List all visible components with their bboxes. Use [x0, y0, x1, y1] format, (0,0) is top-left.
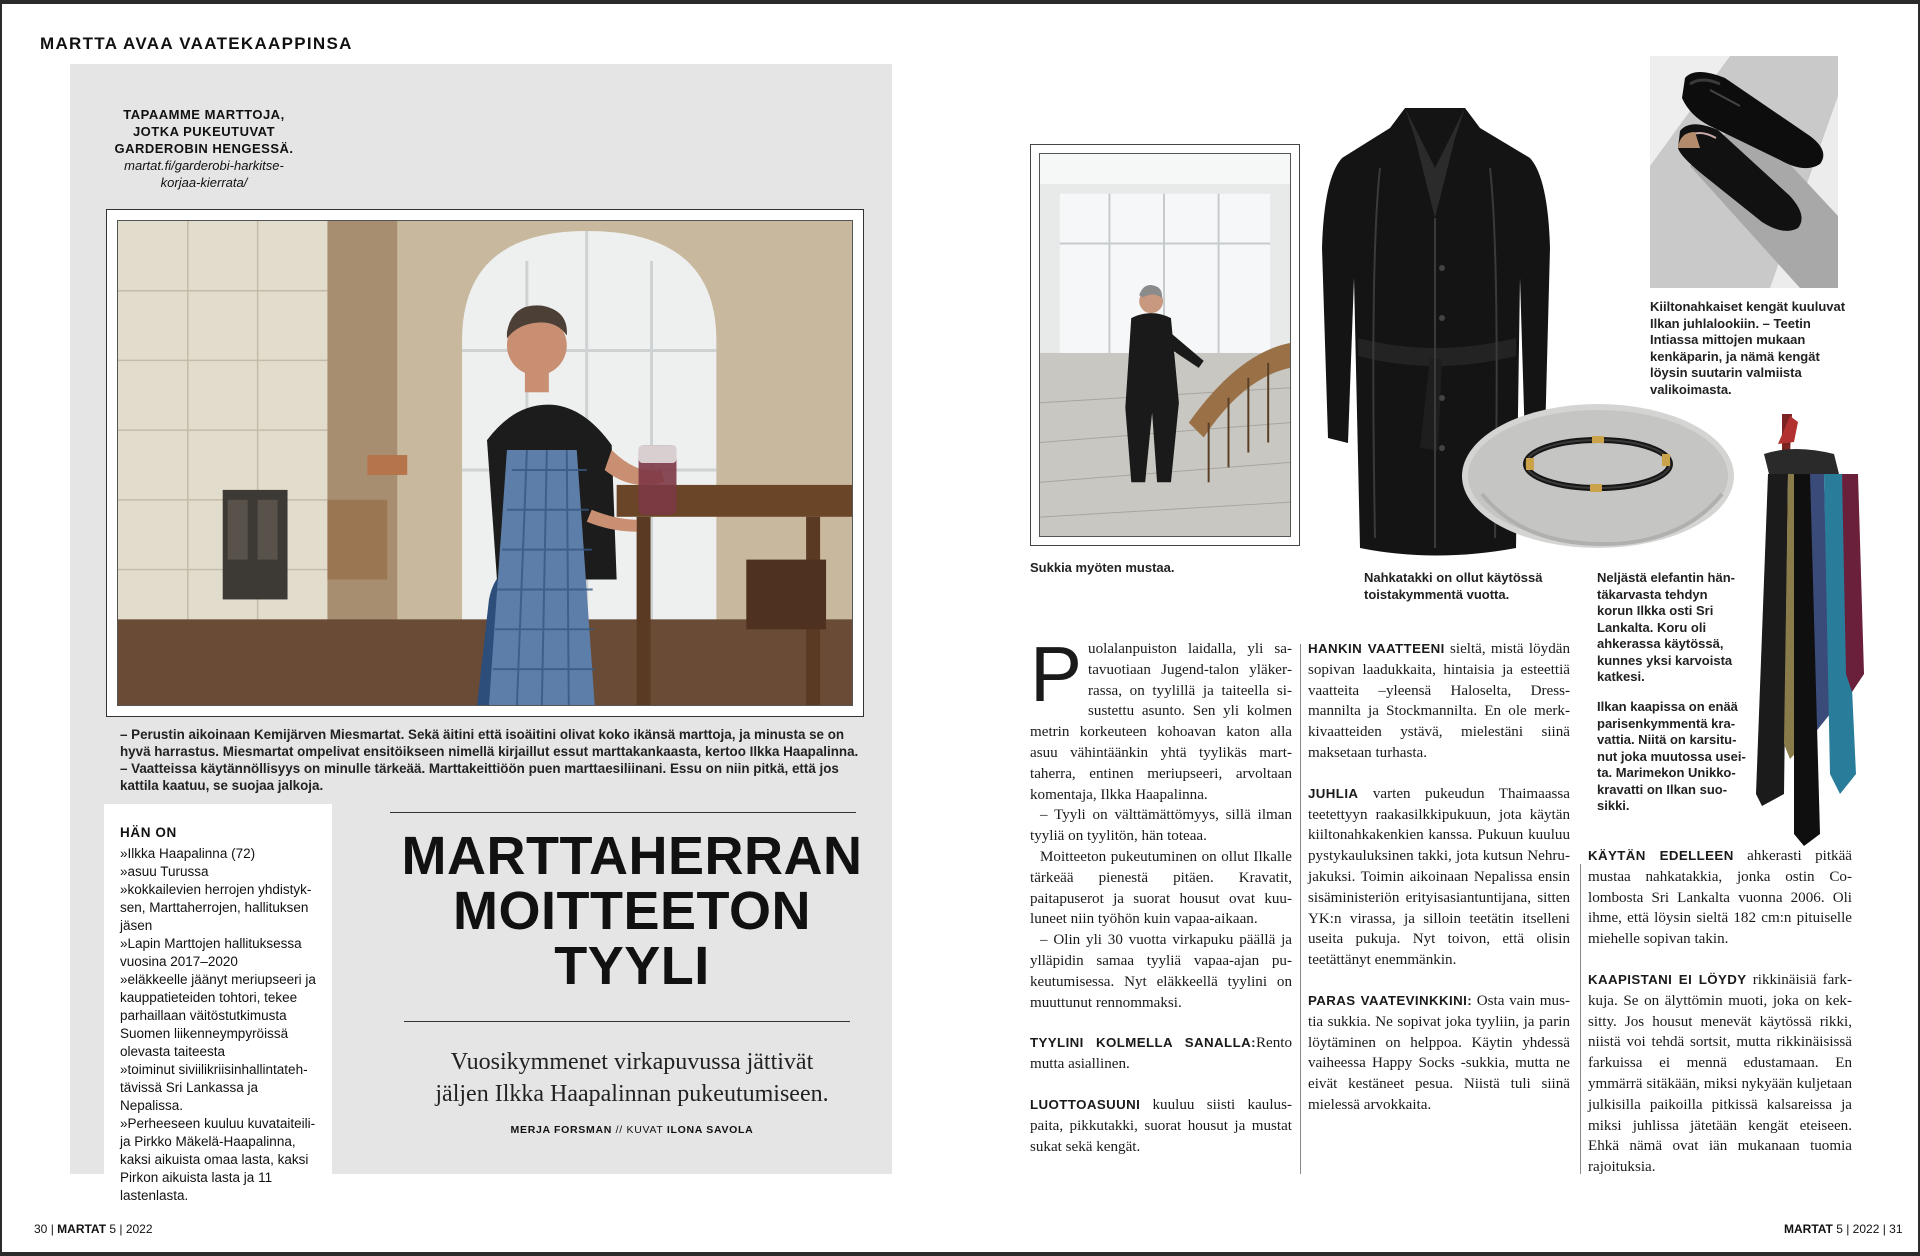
main-photo-caption: [120, 726, 860, 794]
promo-title-2: JOTKA PUKEUTUVAT: [132, 124, 276, 139]
promo-title-3: GARDEROBIN HENGESSÄ.: [114, 141, 294, 156]
bio-item: »kokkailevien herrojen yhdistyksen, Marttaherrojen, hallituksen jäsen: [120, 882, 312, 933]
bio-item: »Ilkka Haapalinna (72): [120, 846, 256, 861]
col1-paragraph-2: – Tyyli on välttämättömyys, sillä ilman tyyliä on tyylitön, hän toteaa.: [1030, 807, 1292, 845]
folio-left-page: 30: [34, 1222, 48, 1236]
headline-line-2: MOITTEETON: [452, 881, 811, 941]
article-column-3: [1588, 846, 1852, 1178]
stairs-photo-frame: [1030, 144, 1300, 546]
byline-separator: // KUVAT: [612, 1124, 667, 1136]
folio-right: [1784, 1222, 1903, 1236]
section-title: MARTTA AVAA VAATEKAAPPINSA: [40, 34, 353, 53]
promo-url-1: martat.fi/garderobi-harkitse-: [124, 158, 284, 173]
main-photo-frame: [106, 209, 864, 717]
col1-paragraph-4: – Olin yli 30 vuotta virkapuku päällä ja ylläpidin samaa tyyliä vapaa-ajan pukeutumisessa. Nyt eläkkeellä tyylini on muuttunut rennommaksi.: [1030, 932, 1292, 1011]
col2-lead-1: HANKIN VAATTEENI: [1308, 641, 1445, 656]
folio-right-issue: 5 | 2022: [1832, 1222, 1883, 1236]
article-subhead: [397, 1046, 867, 1110]
bio-item: »Perheeseen kuuluu kuvataiteilija Pirkko Mäkelä-Haapalinna, kaksi aikuista omaa lasta, kaksi Pirkon aikuista lasta ja 11 lastenlastа.: [120, 1116, 316, 1203]
folio-left-sep: |: [47, 1222, 58, 1236]
headline-bottom-rule: [404, 1021, 850, 1022]
column-rule-2: [1580, 864, 1581, 1174]
headline-line-1: MARTTAHERRAN: [401, 826, 863, 886]
folio-left: [34, 1222, 153, 1236]
col2-text-3: Osta vain mustia sukkia. Ne sopivat joka tyyliin, ja parin löytäminen on helppoa. Käytin yhdessä vaiheessa Happy Socks -sukkia, mutta ne eivät kestäneet pesua. Niistä tuli siinä mielessä arvokkaita.: [1308, 992, 1570, 1113]
column-rule-1: [1300, 644, 1301, 1174]
col1-paragraph-1: uolalanpuiston laidalla, yli satavuotiaan Jugend-talon yläkerrassa, on tyylillä ja taiteella sisustettu asunto. Sen yli kolmen metrin korkeuteen kohoavan katon alla asuu vähintäänkin yhtä tyylikäs marttaherra, entinen meriupseeri, arvoltaan komentaja, Ilkka Haapalinna.: [1030, 641, 1292, 803]
folio-right-mag: MARTAT: [1784, 1222, 1833, 1236]
bio-heading: HÄN ON: [120, 825, 177, 840]
drop-cap: P: [1030, 630, 1083, 718]
promo-url-2: korjaa-kierrata/: [160, 175, 248, 190]
main-caption-p2: – Vaatteissa käytännöllisyys on minulle tärkeää. Marttakeittiöön puen marttaesiliinani. Essu on niin pitkä, että jos kattila kaatuu, se suojaa jalkoja.: [120, 761, 839, 793]
col3-text-1: ahkerasti pitkää mustaa nahkatakkia, jonka ostin Colombosta Sri Lankalta vuonna 2006. Oli ihme, että löysin sieltä 182 cm:n pituiselle miehelle sopivan takin.: [1588, 848, 1852, 948]
caption-shoes: Kiiltonahkaiset kengät kuuluvat Ilkan juhlalookiin. – Teetin Intiassa mittojen mukaan kenkäparin, ja nämä kengät löysin suutarin valmiista valikoimasta.: [1650, 299, 1846, 397]
main-photo-kitchen: [118, 221, 852, 705]
col1-lead-2: LUOTTOASUUNI: [1030, 1096, 1141, 1112]
article-headline: [397, 826, 867, 996]
col3-lead-1: KÄYTÄN EDELLEEN: [1588, 848, 1734, 863]
bracelet-photo: [1462, 394, 1734, 552]
caption-coat: Nahkatakki on ollut käytössä toistakymmentä vuotta.: [1364, 570, 1543, 602]
col1-text-2: kuuluu siisti kauluspaita, pikkutakki, suorat housut ja mustat sukat sekä kengät.: [1030, 1096, 1292, 1155]
subhead-line-2: jäljen Ilkka Haapalinnan pukeutumiseen.: [435, 1081, 829, 1107]
caption-bracelet: Neljästä elefantin häntäkarvasta tehdyn korun Ilkka osti Sri Lankalta. Koru oli ahkerassa käytössä, kunnes yksi karvoista katkesi.: [1597, 570, 1735, 684]
bio-item: »asuu Turussa: [120, 864, 209, 879]
folio-right-sep: |: [1882, 1222, 1890, 1236]
bio-item: »Lapin Marttojen hallituksessa vuosina 2017–2020: [120, 936, 302, 969]
main-caption-p1: – Perustin aikoinaan Kemijärven Miesmartat. Sekä äitini että isoäitini olivat koko ikänsä marttoja, ja minusta se on hyvä harrastus. Miesmartat ompelivat ensitöikseen nimellä kirjaillut essut marttakankaasta, kertoo Ilkka Haapalinna.: [120, 727, 859, 759]
col1-text-1: Rento mutta asiallinen.: [1030, 1035, 1292, 1073]
col1-lead-1: TYYLINI KOLMELLA SANALLA:: [1030, 1035, 1256, 1051]
bio-item: »eläkkeelle jäänyt meriupseeri ja kauppatieteiden tohtori, tekee parhaillaan väitöstutkimusta Suomen liikenneympyröissä olevasta taiteesta: [120, 972, 316, 1059]
byline-author: MERJA FORSMAN: [510, 1124, 613, 1136]
article-column-1: [1030, 630, 1292, 1157]
col2-text-2: varten pukeudun Thaimaassa teetettyyn raakasilkkipukuun, jota käytän kiiltonahkakenkien kanssa. Pukuun kuuluu pystykauluksinen takki, jota kutsun Nehru-jakuksi. Toimin aikoinaan Nepalissa ensin sisäministeriön erityisasiantuntijana, sitten YK:n virassa, ja silloin teetätin itselleni useita pukuja. Nyt toivon, että olisin teetättänyt enemmänkin.: [1308, 785, 1570, 969]
caption-stairs: Sukkia myöten mustaa.: [1030, 560, 1175, 575]
col3-lead-2: KAAPISTANI EI LÖYDY: [1588, 971, 1747, 987]
byline-photographer: ILONA SAVOLA: [666, 1124, 754, 1136]
caption-ties: Ilkan kaapissa on enää parisenkymmentä kravattia. Niitä on karsitunut joka muutossa useita. Marimekon Unikkokravatti on Ilkan suosikki.: [1597, 699, 1746, 813]
col3-text-2: rikkinäisiä farkkuja. Se on älyttömin muoti, joka on keksitty. Jos housut menevät käytössä rikki, niistä voi tehdä sortsit, mutta rikkinäisissä farkuissa ei mennä edustamaan. En ymmärrä sitäkään, miksi nykyään kuljetaan julkisilla paikoilla pitkissä kalsareissa ja miksi juhlissa jätetään kengät eteiseen. Ehkä nämä ovat iän mukanaan tuomia rajoituksia.: [1588, 971, 1852, 1176]
headline-top-rule: [390, 812, 856, 813]
col2-lead-2: JUHLIA: [1308, 785, 1359, 801]
folio-right-page: 31: [1889, 1222, 1903, 1236]
shoes-photo: [1650, 56, 1838, 288]
magazine-spread: [2, 4, 1918, 1252]
stairs-photo: [1040, 154, 1290, 536]
bio-item: »toiminut siviilikriisinhallintatehtävissä Sri Lankassa ja Nepalissa.: [120, 1062, 308, 1113]
col2-lead-3: PARAS VAATEVINKKINI:: [1308, 992, 1473, 1008]
folio-left-mag: MARTAT: [57, 1222, 107, 1236]
promo-title-1: TAPAAMME MARTTOJA,: [123, 107, 285, 122]
ties-photo: [1754, 414, 1866, 846]
byline: [397, 1124, 867, 1136]
article-column-2: [1308, 639, 1570, 1116]
subhead-line-1: Vuosikymmenet virkapuvussa jättivät: [450, 1049, 814, 1075]
bio-box: [104, 804, 332, 1203]
headline-line-3: TYYLI: [554, 936, 710, 996]
folio-left-issue: 5 | 2022: [106, 1222, 153, 1236]
promo-box: [104, 106, 304, 191]
col2-text-1: sieltä, mistä löydän sopivan laadukkaita, hintaisia ja esteettiä vaatteita –yleensä Haloselta, Dressmannilta ja Stockmannilta. En ole merkkivaatteiden ystävä, mielestäni siinä maksetaan turhasta.: [1308, 641, 1570, 761]
col1-paragraph-3: Moitteeton pukeutuminen on ollut Ilkalle tärkeää pienestä pitäen. Kravatit, paitapuserot ja suorat housut ovat kuuluneet niin työhön kuin vapaa-aikaan.: [1030, 848, 1292, 928]
